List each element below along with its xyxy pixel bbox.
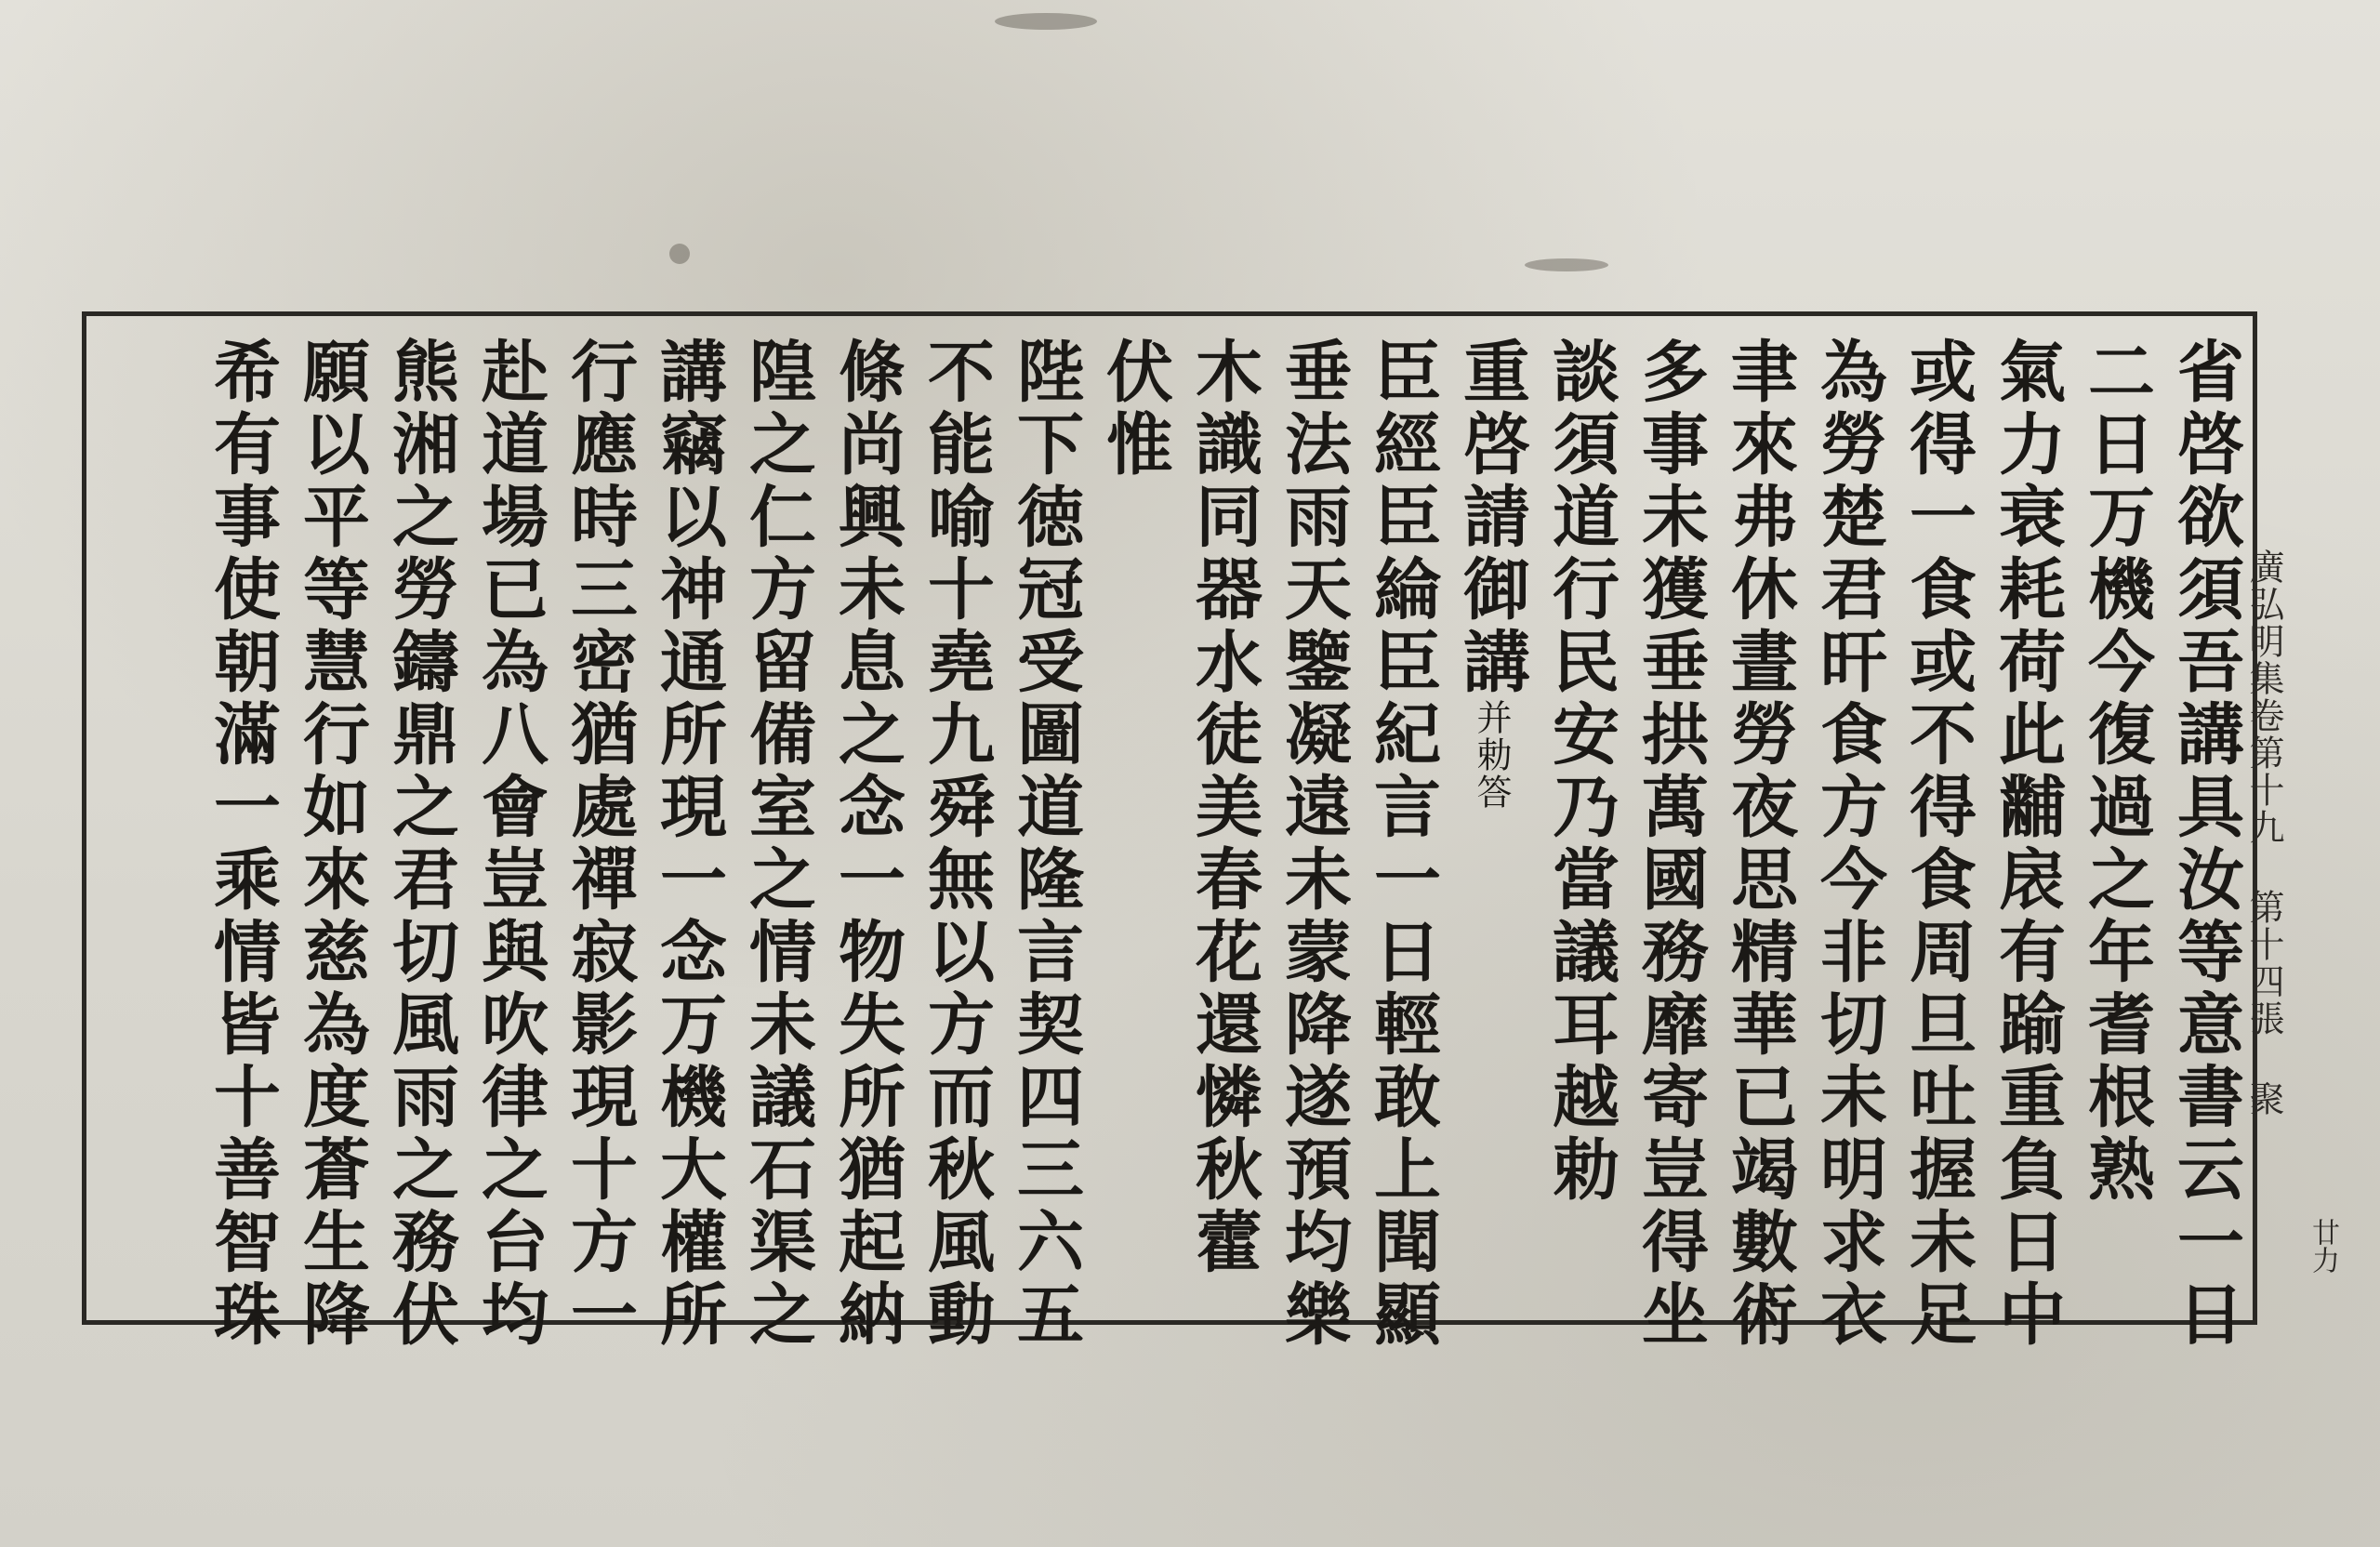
- column-9-note: 并勅答: [1471, 699, 1512, 811]
- text-column-18: 講竊以神通所現一念万機大權所: [649, 337, 728, 1352]
- folio-number: 廿力: [2307, 1218, 2339, 1274]
- text-column-13: 伏惟: [1095, 337, 1174, 482]
- text-column-19: 行應時三密猶處禪寂影現十方一: [560, 337, 639, 1352]
- text-column-10: 臣經臣綸臣紀言一日輕敢上聞顯: [1363, 337, 1442, 1352]
- text-column-5: 為勞楚君旰食方今非切未明求衣: [1809, 337, 1888, 1352]
- ink-stain: [995, 13, 1097, 30]
- text-column-8: 談須道行民安乃當議耳越勅: [1541, 337, 1620, 1207]
- text-column-14: 陛下徳冠受圖道隆言契四三六五: [1006, 337, 1085, 1352]
- text-column-21: 熊湘之勞鑄鼎之君切風雨之務伏: [381, 337, 460, 1352]
- text-column-16: 條尚興未息之念一物失所猶起納: [827, 337, 906, 1352]
- text-column-2: 二日万機今復過之年耆根熟: [2077, 337, 2156, 1207]
- text-column-7: 多事未獲垂拱萬國務靡寄豈得坐: [1631, 337, 1710, 1352]
- text-column-22: 願以平等慧行如來慈為度蒼生降: [292, 337, 371, 1352]
- text-column-17: 隍之仁方留備室之情未議石渠之: [738, 337, 817, 1352]
- text-column-6: 聿來弗休晝勞夜思精華已竭數術: [1720, 337, 1799, 1352]
- text-column-23: 希有事使朝滿一乘情皆十善智珠: [203, 337, 282, 1352]
- text-column-11: 垂法雨天鑒凝遠未蒙降遂預均樂: [1274, 337, 1353, 1352]
- text-column-15: 不能喻十堯九舜無以方而秋風動: [917, 337, 996, 1352]
- text-column-9: [1452, 337, 1531, 811]
- column-9-title: 重啓請御講: [1452, 337, 1531, 699]
- text-column-4: 或得一食或不得食周旦吐握未足: [1898, 337, 1977, 1352]
- text-column-20: 赴道場已為八會豈與吹律之台均: [470, 337, 549, 1352]
- text-column-12: 木識同器水徒美春花還憐秋藿: [1184, 337, 1263, 1279]
- ink-stain: [669, 244, 690, 264]
- text-column-3: 氣力衰耗荷此黼扆有踰重負日中: [1988, 337, 2067, 1352]
- margin-note: 廣弘明集卷第十九 第十四張 聚: [2243, 549, 2284, 1117]
- text-column-1: 省啓欲須吾講具汝等意書云一日: [2166, 337, 2245, 1352]
- ink-stain: [1525, 258, 1608, 271]
